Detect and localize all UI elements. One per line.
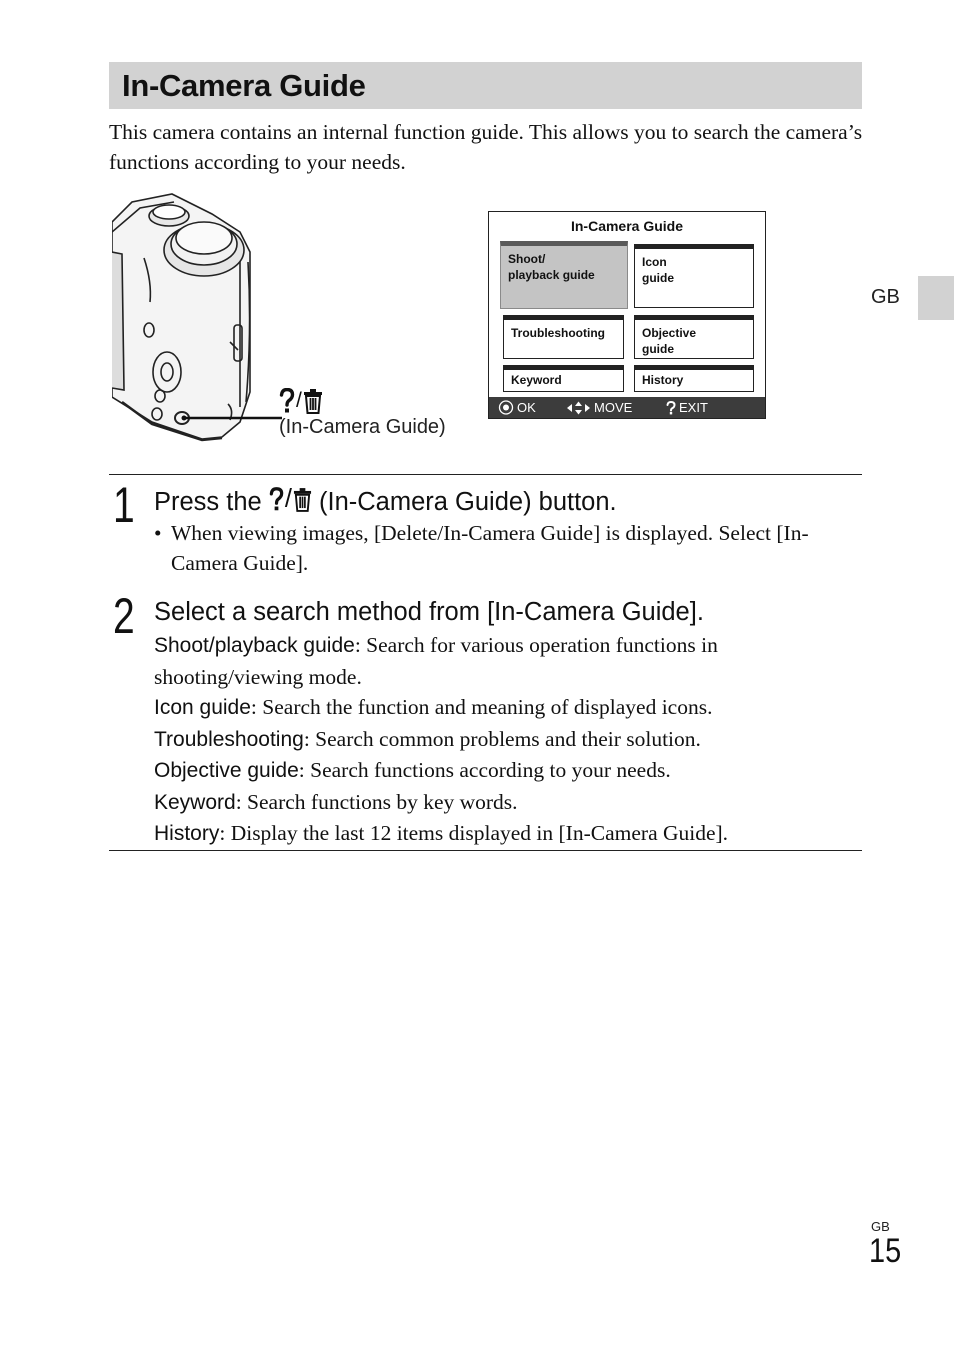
help-icon bbox=[666, 401, 676, 415]
side-tab-label: GB bbox=[871, 286, 900, 308]
menu-label-line1: Keyword bbox=[511, 373, 562, 387]
method-term: Keyword bbox=[154, 790, 236, 814]
page-title: In-Camera Guide bbox=[122, 68, 366, 103]
help-delete-symbol: / bbox=[269, 485, 312, 514]
section-title-bar bbox=[109, 62, 862, 109]
control-wheel-icon bbox=[498, 400, 514, 415]
method-term: Troubleshooting bbox=[154, 727, 304, 751]
step-1-note bbox=[154, 518, 854, 578]
step-1-heading bbox=[154, 485, 617, 517]
step-1-number: 1 bbox=[113, 477, 135, 533]
menu-label-line2: guide bbox=[642, 342, 674, 356]
page-language: GB bbox=[871, 1219, 890, 1234]
footer-move bbox=[566, 400, 632, 415]
screen-footer bbox=[489, 397, 765, 418]
screen-title: In-Camera Guide bbox=[570, 218, 684, 234]
menu-label-line1: Objective bbox=[642, 326, 697, 340]
side-tab bbox=[918, 276, 954, 320]
method-term: History bbox=[154, 822, 220, 845]
arrows-icon bbox=[566, 401, 591, 415]
method-desc: : Search for various operation functions in shooting/viewing mode. bbox=[154, 633, 718, 689]
footer-ok-label: OK bbox=[517, 400, 536, 415]
footer-move-label: MOVE bbox=[594, 400, 633, 415]
method-item bbox=[154, 692, 854, 724]
menu-keyword[interactable] bbox=[503, 365, 624, 392]
footer-exit-label: EXIT bbox=[679, 400, 708, 415]
menu-label-line1: Troubleshooting bbox=[511, 326, 605, 340]
menu-label-line2: playback guide bbox=[508, 268, 595, 282]
menu-shoot-playback-guide[interactable] bbox=[500, 241, 628, 309]
camera-illustration bbox=[112, 192, 292, 442]
step-2-heading: Select a search method from [In-Camera Guide]. bbox=[154, 598, 704, 626]
footer-ok bbox=[498, 400, 536, 415]
help-icon bbox=[269, 487, 284, 512]
method-desc: : Display the last 12 items displayed in [In-Camera Guide]. bbox=[219, 821, 729, 845]
trash-icon bbox=[293, 487, 312, 512]
method-desc: : Search functions by key words. bbox=[235, 789, 518, 814]
menu-label-line1: History bbox=[642, 373, 684, 387]
search-method-list bbox=[154, 630, 854, 850]
method-item bbox=[154, 630, 854, 692]
method-item bbox=[154, 724, 854, 756]
method-term: Objective guide bbox=[154, 759, 299, 782]
footer-exit bbox=[666, 400, 708, 415]
help-icon bbox=[279, 388, 295, 414]
menu-label-line1: Icon bbox=[642, 255, 667, 269]
method-term: Icon guide bbox=[154, 696, 251, 719]
method-item bbox=[154, 755, 854, 787]
menu-troubleshooting[interactable] bbox=[503, 315, 624, 359]
menu-objective-guide[interactable] bbox=[634, 315, 754, 359]
step-1-heading-after: (In-Camera Guide) button. bbox=[319, 488, 617, 516]
bullet: • bbox=[154, 521, 162, 545]
trash-icon bbox=[303, 388, 323, 414]
button-callout bbox=[279, 386, 446, 439]
step-2-number: 2 bbox=[113, 588, 135, 644]
step-1-heading-before: Press the bbox=[154, 488, 262, 516]
button-callout-label: (In-Camera Guide) bbox=[279, 416, 446, 438]
method-desc: : Search common problems and their solution. bbox=[303, 726, 701, 751]
method-desc: : Search the function and meaning of displayed icons. bbox=[250, 695, 713, 719]
divider-top bbox=[109, 474, 862, 475]
menu-label-line1: Shoot/ bbox=[508, 252, 546, 266]
step-1-note-text: When viewing images, [Delete/In-Camera Guide] is displayed. Select [In-Camera Guide]. bbox=[171, 521, 809, 575]
divider-bottom bbox=[109, 850, 862, 851]
menu-history[interactable] bbox=[634, 365, 754, 392]
intro-paragraph: This camera contains an internal function guide. This allows you to search the camera’s functions according to your needs. bbox=[109, 120, 863, 174]
method-item bbox=[154, 818, 854, 850]
method-desc: : Search functions according to your needs. bbox=[298, 758, 671, 782]
method-term: Shoot/playback guide bbox=[154, 634, 355, 657]
menu-icon-guide[interactable] bbox=[634, 244, 754, 308]
guide-screen bbox=[488, 211, 766, 419]
page-number: 15 bbox=[869, 1232, 902, 1270]
method-item bbox=[154, 787, 854, 819]
menu-label-line2: guide bbox=[642, 271, 674, 285]
help-delete-symbol: / bbox=[279, 386, 446, 416]
